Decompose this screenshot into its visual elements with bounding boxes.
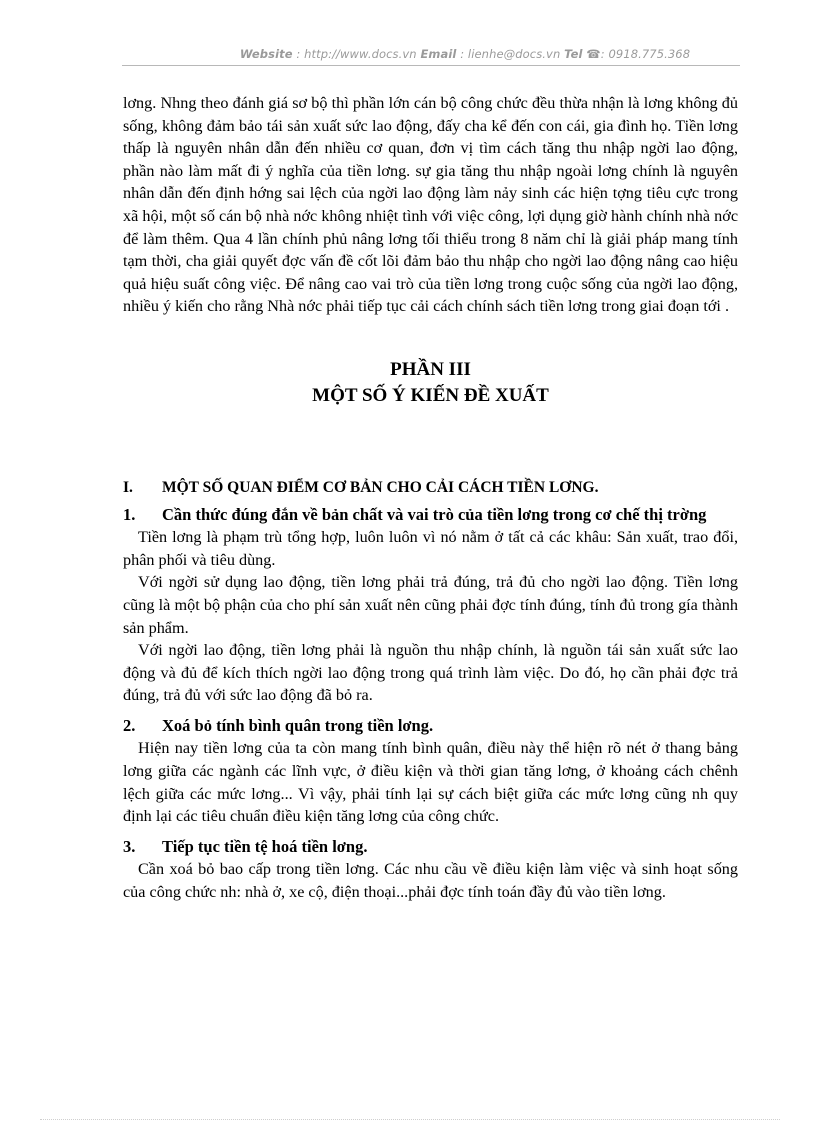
section-title: MỘT SỐ QUAN ĐIỂM CƠ BẢN CHO CẢI CÁCH TIỀN LƠNG. xyxy=(162,478,599,496)
subsection-title: Tiếp tục tiền tệ hoá tiền lơng. xyxy=(162,836,368,856)
subsection-title: Cần thức đúng đắn về bản chất và vai trò của tiền lơng trong cơ chế thị trờng xyxy=(162,504,707,524)
page-header xyxy=(190,47,740,61)
subsection-number: 2. xyxy=(123,715,136,735)
subsection-heading-1 xyxy=(123,504,738,527)
intro-paragraph: lơng. Nhng theo đánh giá sơ bộ thì phần lớn cán bộ công chức đều thừa nhận là lơng không đủ sống, không đảm bảo tái sản xuất sức lao động, đấy cha kể đến con cái, gia đình họ. Tiền lơng thấp là nguyên nhân dẫn đến nhiều cơ quan, đơn vị tìm cách tăng thu nhập ngời lao động, phần nào làm mất đi ý nghĩa của tiền lơng. sự gia tăng thu nhập ngoài lơng chính là nguyên nhân dẫn đến định hớng sai lệch của ngời lao động làm nảy sinh các hiện tợng tiêu cực trong xã hội, một số cán bộ nhà nớc không nhiệt tình với việc công, lợi dụng giờ hành chính nhà nớc để làm thêm. Qua 4 lần chính phủ nâng lơng tối thiểu trong 8 năm chỉ là giải pháp mang tính tạm thời, cha giải quyết đợc vấn đề cốt lõi đảm bảo thu nhập cho ngời lao động nâng cao hiệu quả hiệu suất công việc. Để nâng cao vai trò của tiền lơng trong cuộc sống của ngời lao động, nhiều ý kiến cho rằng Nhà nớc phải tiếp tục cải cách chính sách tiền lơng trong giai đoạn tới . xyxy=(123,94,738,316)
document-body xyxy=(123,92,738,904)
website-label: Website xyxy=(239,47,293,61)
part-title: PHẦN III xyxy=(390,358,471,380)
paragraph: Với ngời sử dụng lao động, tiền lơng phải trả đúng, trả đủ cho ngời lao động. Tiền lơng cũng là một bộ phận của cho phí sản xuất nên cũng phải đợc tính đúng, tính đủ trong gía thành sản phẩm. xyxy=(123,573,738,637)
tel-label: Tel xyxy=(564,47,583,61)
section-heading xyxy=(123,477,738,500)
subsection-number: 1. xyxy=(123,504,136,524)
website-url: : http://www.docs.vn xyxy=(296,47,417,61)
footer-divider xyxy=(40,1119,780,1120)
subsection-number: 3. xyxy=(123,836,136,856)
email-value: : lienhe@docs.vn xyxy=(460,47,561,61)
paragraph: Với ngời lao động, tiền lơng phải là nguồn thu nhập chính, là nguồn tái sản xuất sức lao động và đủ để kích thích ngời lao động trong quá trình làm việc. Do đó, họ cần phải đợc trả đúng, trả đủ với sức lao động đã bỏ ra. xyxy=(123,641,738,705)
paragraph: Tiền lơng là phạm trù tổng hợp, luôn luôn vì nó nằm ở tất cả các khâu: Sản xuất, trao đổi, phân phối và tiêu dùng. xyxy=(123,528,738,569)
phone-icon: ☎ xyxy=(586,47,601,61)
part-subtitle: MỘT SỐ Ý KIẾN ĐỀ XUẤT xyxy=(312,384,549,406)
section-number: I. xyxy=(123,478,133,496)
part-title-block xyxy=(123,357,738,409)
subsection-heading-2 xyxy=(123,715,738,738)
tel-value: : 0918.775.368 xyxy=(600,47,691,61)
paragraph: Cần xoá bỏ bao cấp trong tiền lơng. Các nhu cầu về điều kiện làm việc và sinh hoạt sống của công chức nh: nhà ở, xe cộ, điện thoại...phải đợc tính toán đầy đủ vào tiền lơng. xyxy=(123,860,738,902)
header-divider xyxy=(122,65,740,66)
subsection-heading-3 xyxy=(123,836,738,859)
subsection-title: Xoá bỏ tính bình quân trong tiền lơng. xyxy=(162,715,434,735)
paragraph: Hiện nay tiền lơng của ta còn mang tính bình quân, điều này thể hiện rõ nét ở thang bảng lơng giữa các ngành các lĩnh vực, ở điều kiện và thời gian tăng lơng, ở khoảng cách chênh lệch giữa các mức lơng... Vì vậy, phải tính lại sự cách biệt giữa các mức lơng cũng nh quy định lại các tiêu chuẩn điều kiện tăng lơng của công chức. xyxy=(123,739,738,826)
email-label: Email xyxy=(420,47,457,61)
